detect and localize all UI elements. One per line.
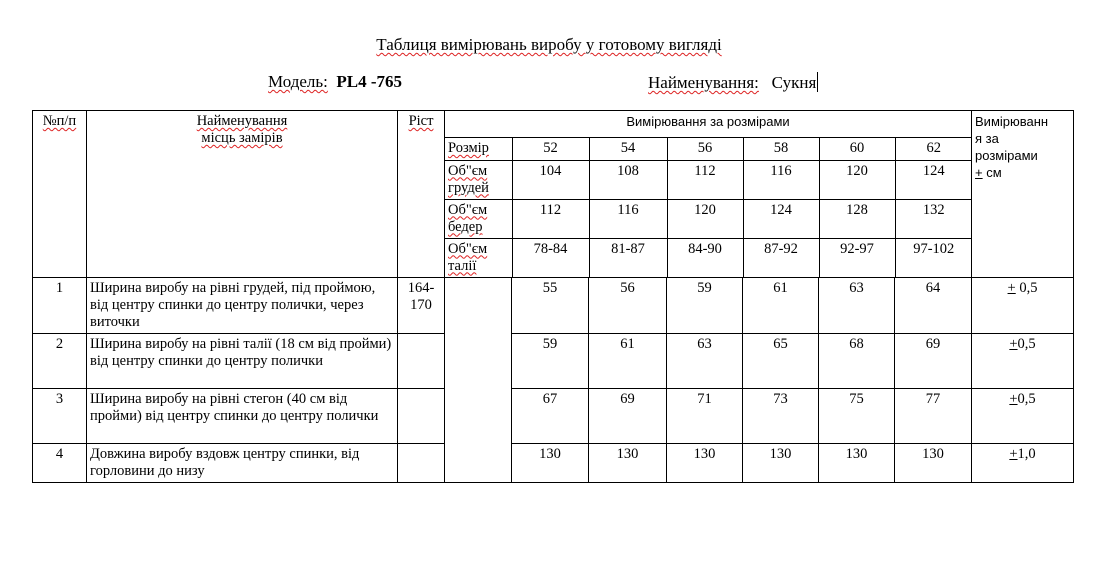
row-value: 75 (819, 388, 895, 443)
chest-cell: 112 (667, 160, 743, 199)
hips-cell: 120 (667, 199, 743, 238)
product-label: Найменування: (648, 73, 759, 92)
size-subtable-cell (445, 138, 972, 278)
hips-label-line2: бедер (448, 218, 483, 235)
row-height (398, 443, 445, 482)
row-tolerance-sign: + (1009, 390, 1018, 407)
chest-cell: 116 (743, 160, 819, 199)
row-value: 61 (743, 277, 819, 333)
row-name: Довжина виробу вздовж центру спинки, від горловини до низу (87, 443, 398, 482)
hips-cell: 112 (512, 199, 589, 238)
chest-cell: 124 (895, 160, 972, 199)
row-name: Ширина виробу на рівні грудей, під проймою, від центру спинки до центру полички, через виточки (87, 277, 398, 333)
model-line (268, 72, 402, 92)
measurement-table (32, 110, 1074, 483)
waist-cell: 97-102 (895, 238, 972, 277)
row-value: 67 (512, 388, 589, 443)
row-name: Ширина виробу на рівні стегон (40 см від пройми) від центру спинки до центру полички (87, 388, 398, 443)
row-value: 68 (819, 333, 895, 388)
waist-cell: 81-87 (589, 238, 667, 277)
document-title (0, 35, 1098, 55)
row-height (398, 277, 445, 333)
row-value: 71 (667, 388, 743, 443)
row-tolerance-sign: + (1009, 335, 1018, 352)
row-value: 130 (819, 443, 895, 482)
hips-cell: 116 (589, 199, 667, 238)
header-tolerance (972, 111, 1074, 278)
row-value: 63 (667, 333, 743, 388)
row-value: 61 (589, 333, 667, 388)
size-cell: 58 (743, 138, 819, 160)
table-row (33, 333, 1074, 388)
row-height-line1: 164- (407, 279, 435, 296)
row-tolerance (972, 277, 1074, 333)
model-label: Модель: (268, 72, 328, 91)
row-value: 69 (589, 388, 667, 443)
row-tolerance (972, 333, 1074, 388)
header-tolerance-line2: я за (975, 131, 999, 146)
chest-row (445, 160, 972, 199)
header-height (398, 111, 445, 278)
waist-cell: 78-84 (512, 238, 589, 277)
row-value: 130 (512, 443, 589, 482)
row-tolerance-value: 0,5 (1017, 335, 1036, 352)
size-cell: 54 (589, 138, 667, 160)
row-value: 65 (743, 333, 819, 388)
waist-cell: 87-92 (743, 238, 819, 277)
row-value: 69 (895, 333, 972, 388)
header-name (87, 111, 398, 278)
header-num (33, 111, 87, 278)
hips-label-line1: Об"єм (448, 201, 488, 218)
row-tolerance-sign: + (1007, 279, 1016, 296)
chest-label (445, 160, 512, 199)
row-tolerance-sign: + (1009, 445, 1018, 462)
row-num: 4 (33, 443, 87, 482)
row-value: 64 (895, 277, 972, 333)
row-height-line2: 170 (410, 296, 432, 313)
row-height (398, 388, 445, 443)
chest-label-line1: Об"єм (448, 162, 488, 179)
row-tolerance (972, 443, 1074, 482)
row-value: 130 (743, 443, 819, 482)
header-tolerance-line3: розмірами (975, 148, 1038, 163)
waist-row (445, 238, 972, 277)
chest-cell: 104 (512, 160, 589, 199)
row-value: 73 (743, 388, 819, 443)
empty-label-column (445, 277, 512, 482)
header-tolerance-unit: см (982, 165, 1002, 180)
header-name-line1: Найменування (196, 113, 288, 129)
row-value: 56 (589, 277, 667, 333)
waist-label (445, 238, 512, 277)
size-cell: 52 (512, 138, 589, 160)
model-value: PL4 -765 (336, 72, 402, 91)
row-value: 77 (895, 388, 972, 443)
row-value: 130 (589, 443, 667, 482)
header-measurements (445, 111, 972, 138)
row-value: 130 (667, 443, 743, 482)
product-line (648, 72, 818, 93)
row-tolerance (972, 388, 1074, 443)
row-value: 130 (895, 443, 972, 482)
row-height (398, 333, 445, 388)
waist-cell: 84-90 (667, 238, 743, 277)
row-num: 3 (33, 388, 87, 443)
header-height-text: Ріст (408, 113, 434, 129)
header-tolerance-line1: Вимірюванн (975, 114, 1049, 129)
row-tolerance-value: 0,5 (1015, 279, 1038, 296)
row-tolerance-value: 0,5 (1017, 390, 1036, 407)
row-name: Ширина виробу на рівні талії (18 см від пройми) від центру спинки до центру полички (87, 333, 398, 388)
size-cell: 62 (895, 138, 972, 160)
size-subtable (445, 138, 972, 277)
chest-cell: 120 (819, 160, 895, 199)
hips-label (445, 199, 512, 238)
size-row (445, 138, 972, 160)
hips-cell: 128 (819, 199, 895, 238)
header-measurements-text: Вимірювання за розмірами (626, 114, 790, 129)
chest-label-line2: грудей (448, 179, 489, 196)
row-value: 55 (512, 277, 589, 333)
header-name-line2: місць замірів (201, 130, 283, 146)
text-cursor (817, 72, 818, 92)
table-row (33, 443, 1074, 482)
waist-cell: 92-97 (819, 238, 895, 277)
product-value: Сукня (771, 73, 817, 92)
chest-cell: 108 (589, 160, 667, 199)
size-cell: 56 (667, 138, 743, 160)
header-row (33, 111, 1074, 138)
hips-cell: 124 (743, 199, 819, 238)
waist-label-line2: талії (448, 257, 477, 274)
row-value: 63 (819, 277, 895, 333)
document-title-text: Таблиця вимірювань виробу у готовому вигляді (376, 35, 722, 54)
hips-row (445, 199, 972, 238)
row-value: 59 (667, 277, 743, 333)
size-label-text: Розмір (448, 140, 489, 156)
row-tolerance-value: 1,0 (1017, 445, 1036, 462)
table-row (33, 277, 1074, 333)
header-num-text: №п/п (42, 113, 77, 129)
size-label (445, 138, 512, 160)
waist-label-line1: Об"єм (448, 240, 488, 257)
hips-cell: 132 (895, 199, 972, 238)
row-value: 59 (512, 333, 589, 388)
header-tolerance-sign: + (975, 165, 983, 180)
table-row (33, 388, 1074, 443)
row-num: 1 (33, 277, 87, 333)
row-num: 2 (33, 333, 87, 388)
size-cell: 60 (819, 138, 895, 160)
